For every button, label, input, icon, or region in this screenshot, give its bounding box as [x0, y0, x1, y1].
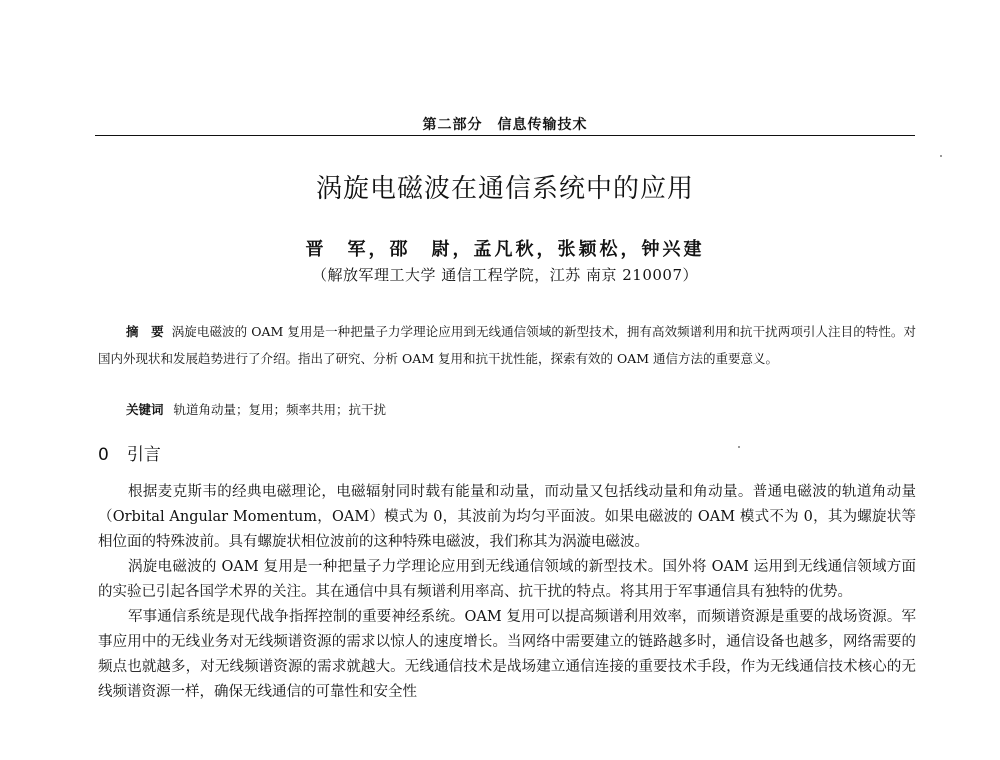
- scan-speck: [940, 155, 942, 157]
- body-text: [98, 480, 916, 705]
- scan-speck: [738, 446, 740, 448]
- keywords-label: 关键词: [126, 402, 164, 417]
- section-header: 第二部分 信息传输技术: [422, 117, 588, 133]
- affiliation: （解放军理工大学 通信工程学院，江苏 南京 210007）: [311, 266, 699, 284]
- section-number: 0: [98, 445, 109, 465]
- keywords: [126, 396, 906, 423]
- header-rule: [95, 135, 915, 136]
- author-list: 晋 军，邵 尉，孟凡秋，张颖松，钟兴建: [305, 239, 705, 260]
- body-paragraph: 根据麦克斯韦的经典电磁理论，电磁辐射同时载有能量和动量，而动量又包括线动量和角动量。普通电磁波的轨道角动量（Orbital Angular Momentum，OAM）模式为 0，其波前为均匀平面波。如果电磁波的 OAM 模式不为 0，其为螺旋状等相位面的特殊波前。具有螺旋状相位波前的这种特殊电磁波，我们称其为涡漩电磁波。: [98, 484, 916, 550]
- abstract: [98, 318, 916, 372]
- body-paragraph: 军事通信系统是现代战争指挥控制的重要神经系统。OAM 复用可以提高频谱利用效率，而频谱资源是重要的战场资源。军事应用中的无线业务对无线频谱资源的需求以惊人的速度增长。当网络中需要建立的链路越多时，通信设备也越多，网络需要的频点也就越多，对无线频谱资源的需求就越大。无线通信技术是战场建立通信连接的重要技术手段，作为无线通信技术核心的无线频谱资源一样，确保无线通信的可靠性和安全性: [98, 609, 916, 700]
- section-title: 引言: [126, 445, 161, 465]
- body-paragraph: 涡旋电磁波的 OAM 复用是一种把量子力学理论应用到无线通信领域的新型技术。国外将 OAM 运用到无线通信领域方面的实验已引起各国学术界的关注。其在通信中具有频谱利用率高、抗干扰的特点。将其用于军事通信具有独特的优势。: [98, 559, 916, 600]
- keywords-text: 轨道角动量；复用；频率共用；抗干扰: [173, 402, 387, 417]
- abstract-label: 摘 要: [126, 324, 164, 339]
- abstract-text: 涡旋电磁波的 OAM 复用是一种把量子力学理论应用到无线通信领域的新型技术，拥有高效频谱利用和抗干扰两项引人注目的特性。对国内外现状和发展趋势进行了介绍。指出了研究、分析 OAM 复用和抗干扰性能，探索有效的 OAM 通信方法的重要意义。: [98, 324, 916, 366]
- paper-title: 涡旋电磁波在通信系统中的应用: [315, 174, 694, 204]
- section-heading: [98, 440, 161, 465]
